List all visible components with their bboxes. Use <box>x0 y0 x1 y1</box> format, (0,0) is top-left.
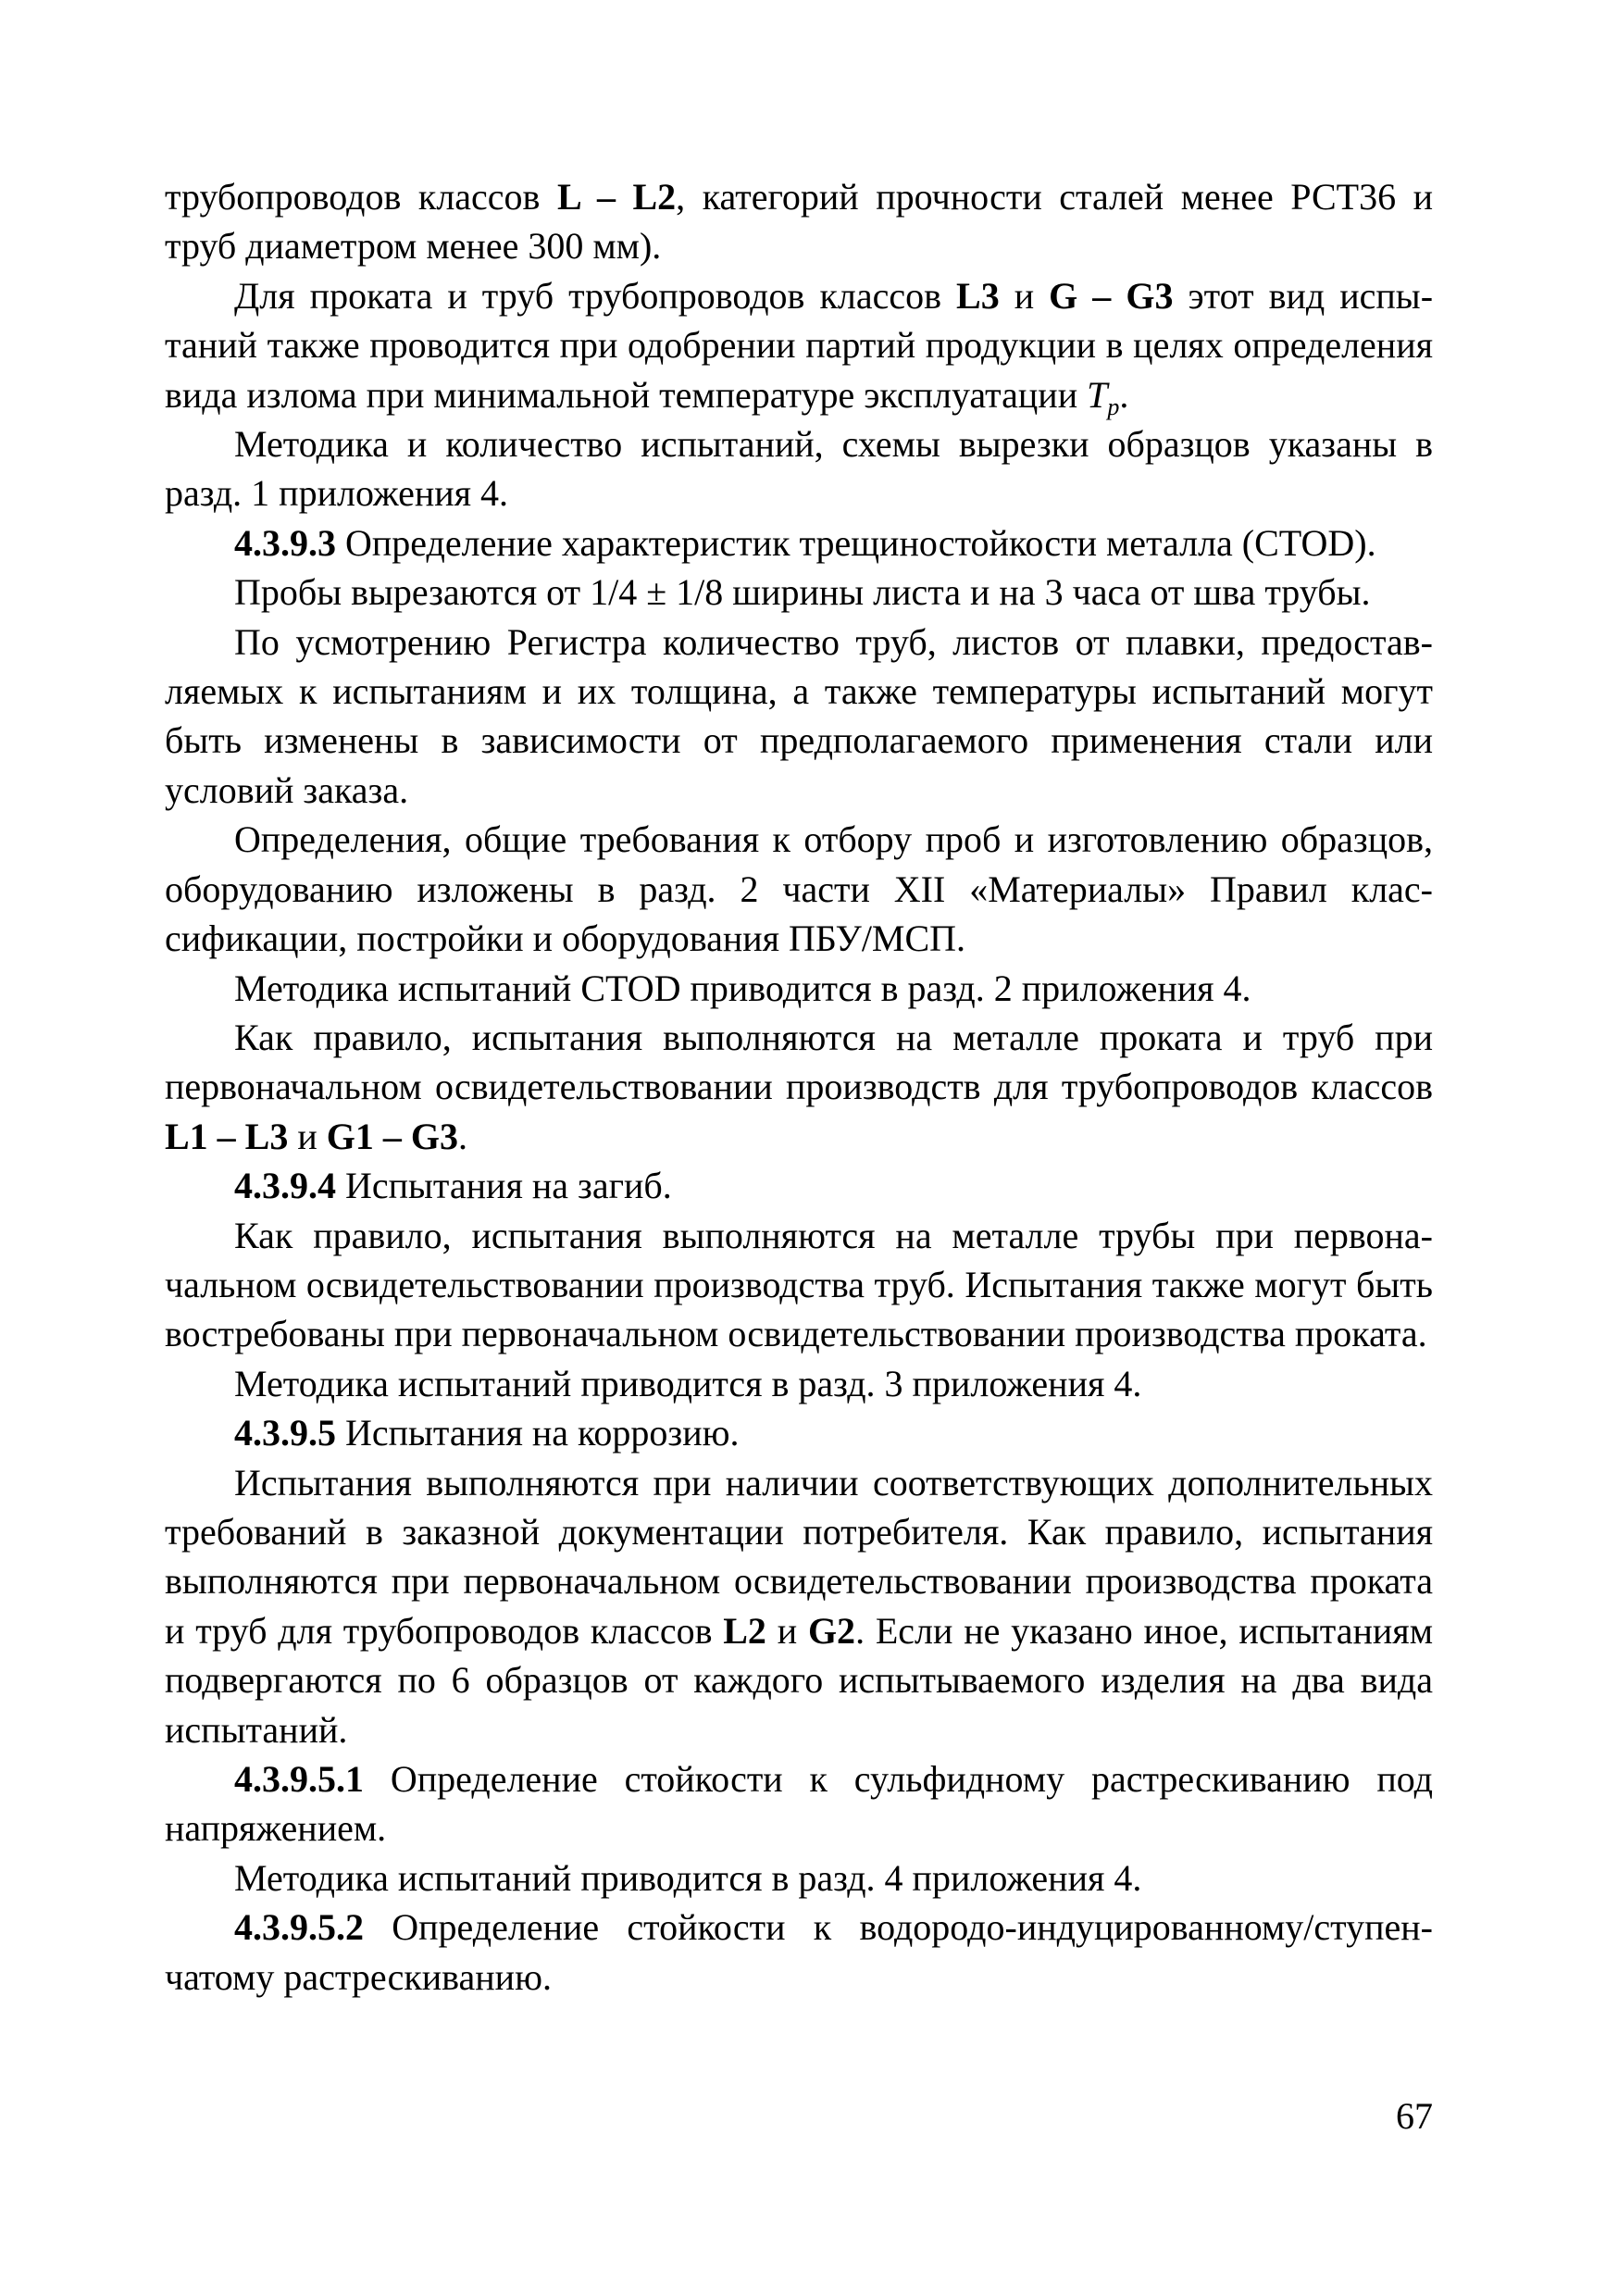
text-run: Методика испытаний приводится в разд. 3 приложения 4. <box>234 1362 1142 1404</box>
paragraph <box>165 1903 1433 2002</box>
bold-text: L3 <box>956 274 1000 317</box>
paragraph <box>165 1359 1433 1408</box>
bold-text: 4.3.9.5.1 <box>234 1758 364 1800</box>
text-run: Методика испытаний CTOD приводится в разд. 2 приложения 4. <box>234 967 1251 1009</box>
italic-text: T <box>1087 373 1108 416</box>
text-run: Испытания на коррозию. <box>336 1412 740 1454</box>
text-run: и <box>999 274 1050 317</box>
bold-text: 4.3.9.4 <box>234 1165 336 1207</box>
text-run: этот вид испытаний также проводится при одобрении партий продукции в целях определения вида излома при минимальной температуре эксплуатации <box>165 274 1434 416</box>
bold-text: L – L2 <box>556 176 677 218</box>
paragraph <box>165 964 1433 1013</box>
subscript-text: p <box>1107 393 1120 420</box>
text-run: Методика и количество испытаний, схемы вырезки образцов указаны в разд. 1 приложения 4. <box>165 423 1433 515</box>
text-run: Определение стойкости к сульфидному растрескиванию под напряжением. <box>165 1758 1433 1850</box>
bold-text: 4.3.9.5.2 <box>234 1906 364 1949</box>
bold-text: G1 – G3 <box>326 1115 458 1157</box>
bold-text: G2 <box>807 1609 856 1652</box>
text-run: , категорий прочности сталей менее РСТ36 и труб диаметром менее 300 мм). <box>165 176 1434 268</box>
paragraph <box>165 568 1433 617</box>
paragraph <box>165 271 1433 419</box>
paragraph <box>165 518 1433 568</box>
paragraph <box>165 1161 1433 1210</box>
paragraph <box>165 1211 1433 1359</box>
paragraph <box>165 1853 1433 1903</box>
text-run: . Если не указано иное, испытаниям подвергаются по 6 образцов от каждого испытываемого изделия на два вида испытаний. <box>165 1609 1434 1751</box>
text-run: и <box>765 1609 808 1652</box>
page-number: 67 <box>1396 2095 1433 2137</box>
paragraph <box>165 172 1433 271</box>
text-run: Для проката и труб трубопроводов классов <box>234 274 957 317</box>
bold-text: 4.3.9.5 <box>234 1412 336 1454</box>
text-run: Как правило, испытания выполняются на металле трубы при первоначальном освидетельствовании производства труб. Испытания также могут быть востребованы при первоначальном освидетельствовании производства проката. <box>165 1214 1433 1355</box>
bold-text: L1 – L3 <box>165 1115 289 1157</box>
text-run: Пробы вырезаются от 1/4 ± 1/8 ширины листа и на 3 часа от шва трубы. <box>234 571 1371 614</box>
body-text <box>165 172 1433 2002</box>
text-run: По усмотрению Регистра количество труб, листов от плавки, предоставляемых к испытаниям и их толщина, а также температуры испытаний могут быть изменены в зависимости от предполагаемого применения стали или условий заказа. <box>165 620 1433 811</box>
bold-text: G – G3 <box>1049 274 1174 317</box>
paragraph <box>165 1408 1433 1457</box>
text-run: . <box>1119 373 1129 416</box>
paragraph <box>165 1754 1433 1853</box>
bold-text: L2 <box>723 1609 766 1652</box>
paragraph <box>165 618 1433 816</box>
paragraph <box>165 1458 1433 1754</box>
text-run: . <box>458 1115 467 1157</box>
paragraph <box>165 1013 1433 1161</box>
text-run: трубопроводов классов <box>165 176 557 218</box>
bold-text: 4.3.9.3 <box>234 521 336 564</box>
text-run: Как правило, испытания выполняются на металле проката и труб при первоначальном освидетельствовании производств для трубопроводов классов <box>165 1016 1433 1108</box>
text-run: Испытания выполняются при наличии соответствующих дополнительных требований в заказной документации потребителя. Как правило, испытания выполняются при первоначальном освидетельствовании производства проката и труб для трубопроводов классов <box>165 1461 1433 1652</box>
text-run: и <box>288 1115 327 1157</box>
paragraph <box>165 815 1433 963</box>
text-run: Определения, общие требования к отбору проб и изготовлению образцов, оборудованию изложены в разд. 2 части XII «Материалы» Правил классификации, постройки и оборудования ПБУ/МСП. <box>165 818 1433 960</box>
text-run: Испытания на загиб. <box>336 1165 672 1207</box>
text-run: Методика испытаний приводится в разд. 4 приложения 4. <box>234 1856 1142 1899</box>
text-run: Определение стойкости к водородо-индуцированному/ступенчатому растрескиванию. <box>165 1906 1433 1998</box>
text-run: Определение характеристик трещиностойкости металла (CTOD). <box>336 521 1376 564</box>
paragraph <box>165 419 1433 518</box>
